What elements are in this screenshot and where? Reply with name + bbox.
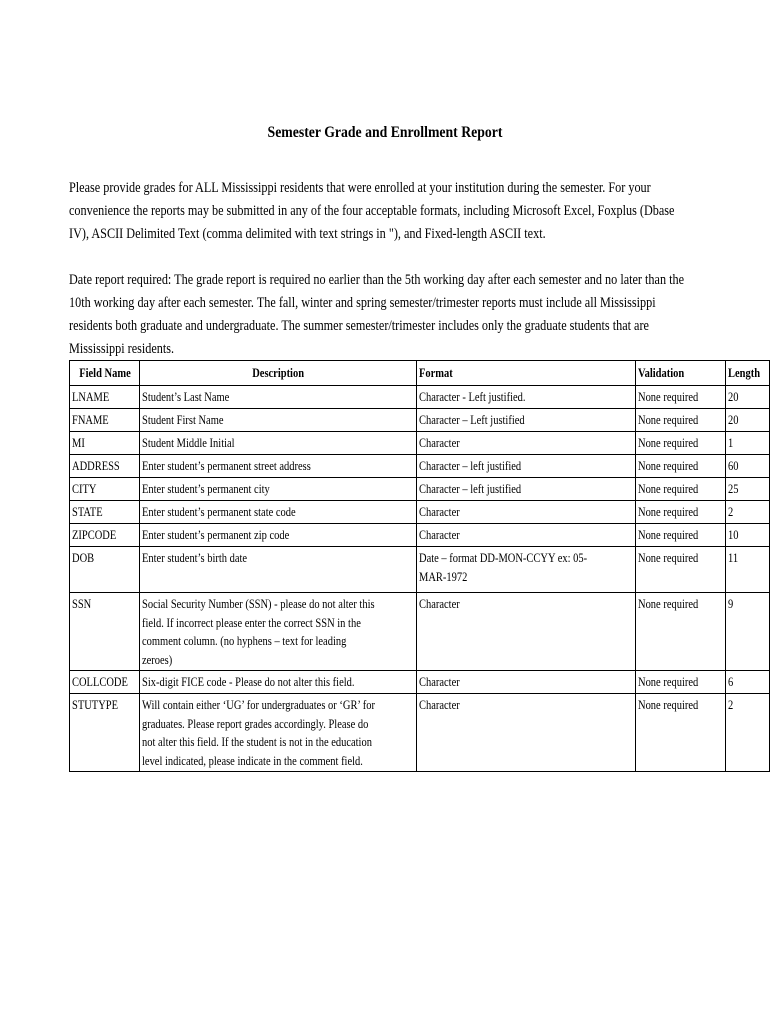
validation-cell: None required [636,478,726,501]
format-cell: Date – format DD-MON-CCYY ex: 05-MAR-1972 [417,547,636,593]
description-cell: Social Security Number (SSN) - please do not alter this field. If incorrect please enter the correct SSN in the comment column. (no hyphens – text for leading zeroes) [140,593,417,671]
field-name-cell: MI [70,432,140,455]
validation-cell: None required [636,524,726,547]
field-name-cell: STUTYPE [70,693,140,771]
validation-cell: None required [636,386,726,409]
field-name-cell: LNAME [70,386,140,409]
field-name-cell: DOB [70,547,140,593]
table-header-row [70,361,770,386]
format-cell: Character [417,670,636,693]
table-row [70,547,770,593]
length-cell: 10 [725,524,769,547]
table-row [70,593,770,671]
document-title: Semester Grade and Enrollment Report [267,124,503,141]
length-cell: 25 [725,478,769,501]
table-row [70,432,770,455]
field-name-cell: ZIPCODE [70,524,140,547]
format-cell: Character - Left justified. [417,386,636,409]
header-format: Format [417,361,636,386]
table-row [70,670,770,693]
field-name-cell: CITY [70,478,140,501]
date-requirement-paragraph: Date report required: The grade report is required no earlier than the 5th working day after each semester and no later than the 10th working day after each semester. The fall, winter and spring semester/trimester reports must include all Mississippi residents both graduate and undergraduate. The summer semester/trimester includes only the graduate students that are Mississippi residents. [69,272,685,357]
table-row [70,386,770,409]
field-name-cell: STATE [70,501,140,524]
header-length: Length [725,361,769,386]
length-cell: 9 [725,593,769,671]
description-cell: Enter student’s permanent state code [140,501,417,524]
format-cell: Character [417,524,636,547]
format-cell: Character [417,693,636,771]
length-cell: 20 [725,386,769,409]
description-cell: Student Middle Initial [140,432,417,455]
table-row [70,501,770,524]
format-cell: Character – left justified [417,478,636,501]
header-description: Description [140,361,417,386]
description-cell: Will contain either ‘UG’ for undergraduates or ‘GR’ for graduates. Please report grades accordingly. Please do not alter this field. If the student is not in the education level indicated, please indicate in the comment field. [140,693,417,771]
format-cell: Character [417,432,636,455]
validation-cell: None required [636,547,726,593]
format-cell: Character [417,593,636,671]
length-cell: 6 [725,670,769,693]
length-cell: 1 [725,432,769,455]
field-name-cell: SSN [70,593,140,671]
validation-cell: None required [636,501,726,524]
validation-cell: None required [636,432,726,455]
format-cell: Character – Left justified [417,409,636,432]
validation-cell: None required [636,409,726,432]
length-cell: 20 [725,409,769,432]
description-cell: Student’s Last Name [140,386,417,409]
description-cell: Six-digit FICE code - Please do not alter this field. [140,670,417,693]
description-cell: Student First Name [140,409,417,432]
table-row [70,478,770,501]
length-cell: 60 [725,455,769,478]
header-field-name: Field Name [70,361,140,386]
table-row [70,524,770,547]
description-cell: Enter student’s permanent city [140,478,417,501]
field-specification-table [69,360,770,772]
length-cell: 11 [725,547,769,593]
table-row [70,693,770,771]
validation-cell: None required [636,670,726,693]
length-cell: 2 [725,501,769,524]
length-cell: 2 [725,693,769,771]
validation-cell: None required [636,455,726,478]
description-cell: Enter student’s permanent zip code [140,524,417,547]
validation-cell: None required [636,593,726,671]
header-validation: Validation [636,361,726,386]
intro-paragraph: Please provide grades for ALL Mississippi residents that were enrolled at your institution during the semester. For your convenience the reports may be submitted in any of the four acceptable formats, including Microsoft Excel, Foxplus (Dbase IV), ASCII Delimited Text (comma delimited with text strings in "), and Fixed-length ASCII text. [69,180,675,242]
field-name-cell: FNAME [70,409,140,432]
description-cell: Enter student’s permanent street address [140,455,417,478]
field-name-cell: ADDRESS [70,455,140,478]
field-name-cell: COLLCODE [70,670,140,693]
validation-cell: None required [636,693,726,771]
format-cell: Character – left justified [417,455,636,478]
description-cell: Enter student’s birth date [140,547,417,593]
table-row [70,455,770,478]
format-cell: Character [417,501,636,524]
table-row [70,409,770,432]
